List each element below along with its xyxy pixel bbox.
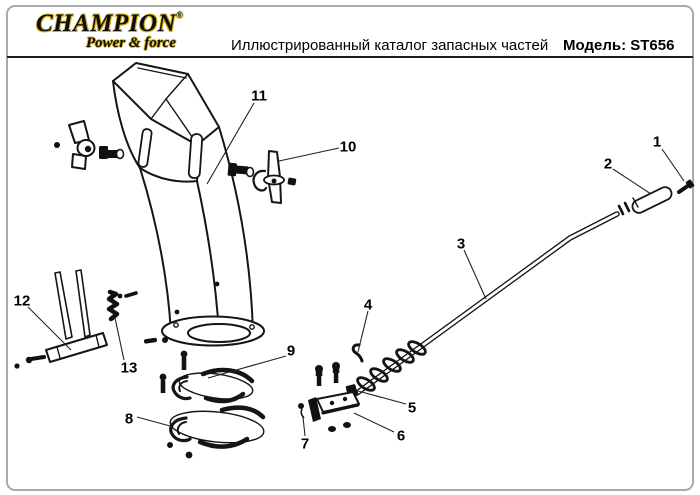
- bracket-carriage-bolts: [315, 362, 340, 386]
- flange-bolt-drawing: [144, 337, 168, 344]
- callout-4-label: 4: [363, 296, 373, 314]
- registered-mark: ®: [176, 10, 184, 20]
- rod-washers: [619, 203, 629, 214]
- callout-5-label: 5: [407, 399, 417, 417]
- brand-tagline: Power & force: [86, 35, 176, 51]
- right-knob-bolt: [227, 163, 253, 177]
- callout-2-leader: [613, 169, 651, 194]
- callout-13-label: 13: [120, 359, 138, 377]
- left-knob-assembly-drawing: [54, 121, 124, 169]
- callout-6-label: 6: [396, 427, 406, 445]
- page-title: Иллюстрированный каталог запасных частей: [231, 37, 549, 54]
- part-7-pin-drawing: [298, 403, 304, 418]
- callout-9-label: 9: [286, 342, 296, 360]
- callout-11-label: 11: [251, 87, 267, 105]
- part-2-grip-drawing: [630, 185, 673, 215]
- callout-5-leader: [358, 391, 406, 404]
- callout-10-leader: [279, 148, 339, 161]
- callout-3-label: 3: [456, 235, 466, 253]
- left-knob-bolt: [99, 146, 124, 159]
- brand-text: CHAMPION: [36, 10, 177, 37]
- callout-1-leader: [662, 149, 684, 181]
- part-8-ring-drawing: [167, 407, 265, 458]
- callout-7-leader: [303, 417, 305, 436]
- part-1-screw-drawing: [679, 179, 695, 192]
- small-nut-dot: [54, 142, 60, 148]
- part-13-spring-drawing: [109, 292, 136, 319]
- callout-4-leader: [358, 311, 368, 352]
- part-11-chute-drawing: [113, 63, 264, 346]
- bracket-bolt: [14, 357, 44, 369]
- part-12-bracket-drawing: [14, 270, 107, 369]
- part-3-rod-drawing: [352, 203, 629, 396]
- callout-8-label: 8: [124, 410, 134, 428]
- knob-nut: [287, 177, 296, 185]
- callout-6-leader: [354, 413, 394, 432]
- callout-2-label: 2: [603, 155, 613, 173]
- chute-slots: [138, 129, 203, 179]
- callout-12-label: 12: [13, 292, 31, 310]
- callout-13-leader: [115, 318, 124, 360]
- callout-10-label: 10: [339, 138, 357, 156]
- callout-8-leader: [137, 417, 170, 426]
- part-4-pin-drawing: [353, 345, 362, 361]
- model-label: Модель: ST656: [563, 37, 675, 54]
- part-10-knob-drawing: [227, 151, 296, 203]
- callout-3-leader: [464, 250, 486, 299]
- part-6-bracket-drawing: [308, 362, 359, 432]
- part-9-ring-drawing: [173, 369, 254, 403]
- chute-base-flange: [162, 317, 264, 346]
- callout-1-label: 1: [652, 133, 662, 151]
- callout-7-label: 7: [300, 435, 310, 453]
